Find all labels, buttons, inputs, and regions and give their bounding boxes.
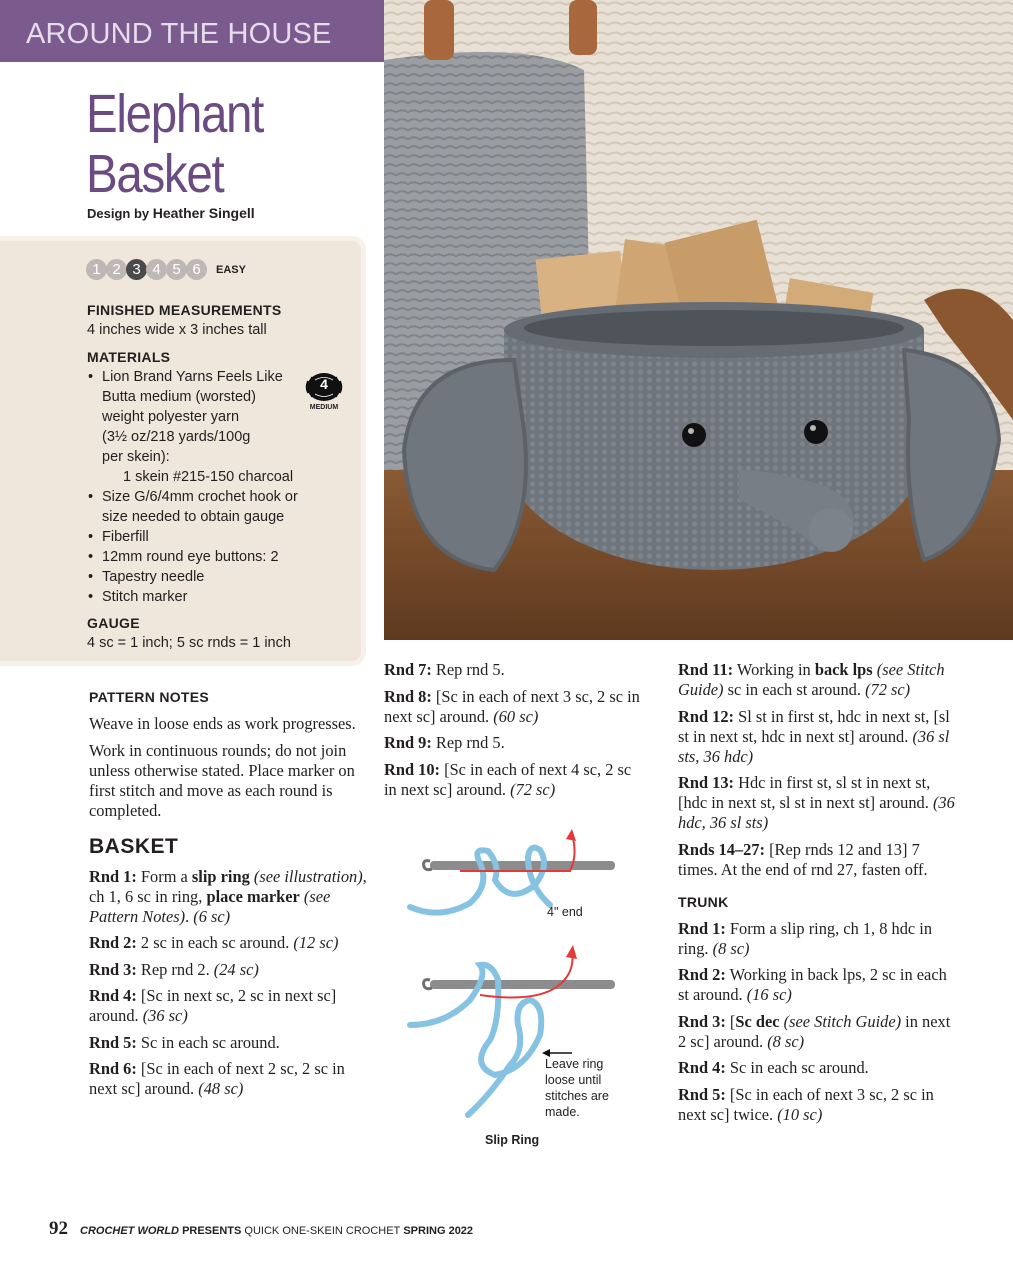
trunk-rnd-2: Rnd 2: Working in back lps, 2 sc in each st around. (16 sc) — [678, 965, 947, 1004]
skill-label: EASY — [216, 263, 246, 276]
title-line-2: Basket — [86, 144, 224, 204]
basket-rnd-9: Rnd 9: Rep rnd 5. — [384, 733, 505, 752]
basket-heading: BASKET — [89, 834, 179, 858]
basket-rnd-12: Rnd 12: Sl st in first st, hdc in next st, [sl st in next st, hdc in next st] around. (36 sl sts, 36 hdc) — [678, 706, 950, 766]
section-label: AROUND THE HOUSE — [26, 18, 332, 50]
title-line-1: Elephant — [86, 84, 264, 144]
designer-name: Heather Singell — [152, 205, 255, 221]
basket-rnd-1: Rnd 1: Form a slip ring (see illustration), ch 1, 6 sc in ring, place marker (see Pattern Notes). (6 sc) — [89, 866, 367, 926]
level-5: 5 — [166, 259, 187, 280]
trunk-rnd-4: Rnd 4: Sc in each sc around. — [678, 1058, 869, 1077]
page-number: 92 — [49, 1218, 68, 1239]
basket-rnds-14-27: Rnds 14–27: [Rep rnds 12 and 13] 7 times. At the end of rnd 27, fasten off. — [678, 839, 928, 879]
basket-rnd-13: Rnd 13: Hdc in first st, sl st in next st, [hdc in next st, sl st in next st] around. (36 hdc, 36 sl sts) — [678, 773, 955, 832]
material-yarn-amount: 1 skein #215-150 charcoal — [123, 469, 294, 485]
material-item: • Tapestry needle — [87, 567, 298, 587]
slip-ring-diagram — [400, 825, 640, 1155]
trunk-heading: TRUNK — [678, 893, 729, 910]
basket-rnd-8: Rnd 8: [Sc in each of next 3 sc, 2 sc in next sc] around. (60 sc) — [384, 686, 640, 726]
basket-rnd-7: Rnd 7: Rep rnd 5. — [384, 660, 505, 679]
level-3-selected: 3 — [126, 259, 147, 280]
finished-measurements: FINISHED MEASUREMENTS 4 inches wide x 3 inches tall — [87, 302, 282, 338]
basket-rnd-4: Rnd 4: [Sc in next sc, 2 sc in next sc] around. (36 sc) — [89, 986, 337, 1025]
trunk-rnd-3: Rnd 3: [Sc dec (see Stitch Guide) in next 2 sc] around. (8 sc) — [678, 1011, 951, 1051]
trunk-rnd-1: Rnd 1: Form a slip ring, ch 1, 8 hdc in ring. (8 sc) — [678, 918, 933, 958]
material-hook: • Size G/6/4mm crochet hook or — [87, 487, 298, 507]
elephant-basket-photo — [384, 0, 1013, 640]
level-1: 1 — [86, 259, 107, 280]
pattern-notes-heading: PATTERN NOTES — [89, 689, 210, 705]
yarn-weight-icon: 4 MEDIUM — [303, 371, 345, 417]
pattern-note: Work in continuous rounds; do not join unless otherwise stated. Place marker on first stitch and move as each round is completed. — [89, 740, 355, 820]
column-1 — [89, 687, 371, 1106]
level-6: 6 — [186, 259, 207, 280]
basket-rnd-6: Rnd 6: [Sc in each of next 2 sc, 2 sc in next sc] around. (48 sc) — [89, 1059, 345, 1098]
material-yarn: • Lion Brand Yarns Feels Like — [87, 367, 298, 387]
basket-rnd-11: Rnd 11: Working in back lps (see Stitch Guide) sc in each st around. (72 sc) — [678, 660, 945, 699]
column-3 — [678, 660, 958, 1131]
materials: MATERIALS • Lion Brand Yarns Feels Like Butta medium (worsted) weight polyester yarn (3½ oz/218 yards/100g per skein): 1 skein #215-150 charcoal • Size G/6/4mm crochet hook or size needed to obtain gauge • Fiberfill • 12mm round eye buttons: 2 • Tapestry needle • Stitch marker — [87, 347, 298, 607]
diagram-caption: Slip Ring — [485, 1133, 540, 1147]
page-footer: 92 CROCHET WORLD PRESENTS QUICK ONE-SKEIN CROCHET SPRING 2022 — [49, 1218, 474, 1239]
material-item: • 12mm round eye buttons: 2 — [87, 547, 298, 567]
basket-rnd-2: Rnd 2: 2 sc in each sc around. (12 sc) — [89, 933, 339, 952]
pattern-note: Weave in loose ends as work progresses. — [89, 714, 356, 733]
trunk-rnd-5: Rnd 5: [Sc in each of next 3 sc, 2 sc in next sc] twice. (10 sc) — [678, 1084, 934, 1124]
section-banner — [0, 0, 384, 62]
level-4: 4 — [146, 259, 167, 280]
page-title — [86, 84, 287, 204]
basket-rnd-5: Rnd 5: Sc in each sc around. — [89, 1032, 280, 1052]
leave-ring-note: Leave ring loose until stitches are made. — [545, 1057, 609, 1119]
skill-level — [86, 259, 246, 280]
gauge: GAUGE 4 sc = 1 inch; 5 sc rnds = 1 inch — [87, 615, 291, 651]
material-item: • Fiberfill — [87, 527, 298, 547]
column-2 — [384, 660, 646, 806]
end-label: 4" end — [547, 905, 583, 919]
basket-rnd-3: Rnd 3: Rep rnd 2. (24 sc) — [89, 959, 259, 979]
level-2: 2 — [106, 259, 127, 280]
material-item: • Stitch marker — [87, 587, 298, 607]
basket-rnd-10: Rnd 10: [Sc in each of next 4 sc, 2 sc in next sc] around. (72 sc) — [384, 759, 632, 799]
byline: Design by Heather Singell — [87, 205, 255, 221]
